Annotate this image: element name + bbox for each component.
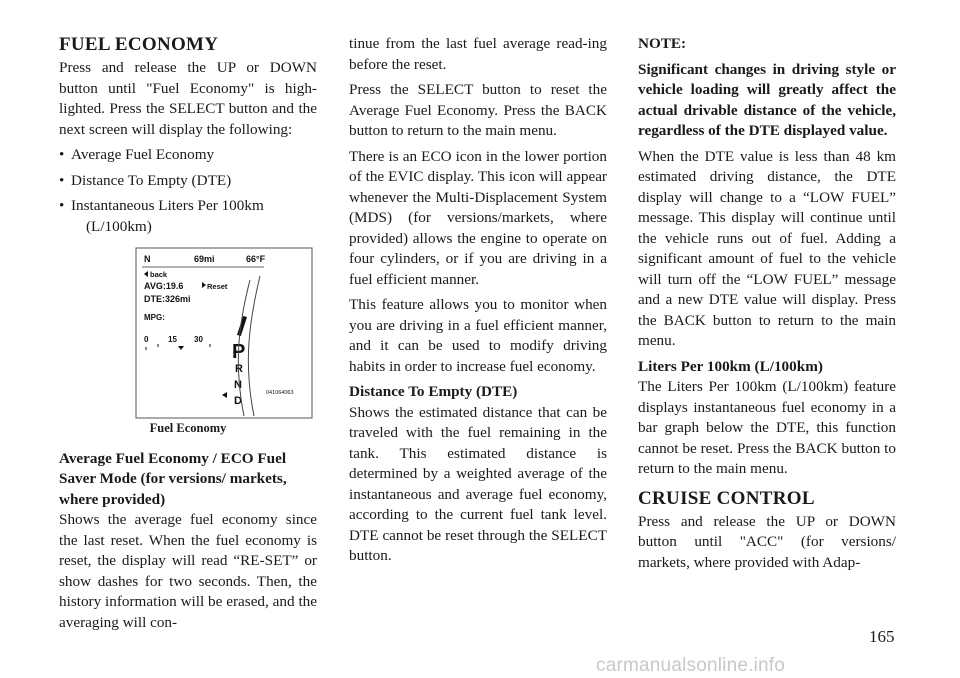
intro-paragraph: Press and release the UP or DOWN button until "Fuel Economy" is high-lighted. Press the SELECT button and the next screen will display the following:	[59, 59, 317, 138]
list-item-continuation: (L/100km)	[86, 217, 152, 235]
gear-p: P	[232, 341, 246, 363]
gear-d: D	[234, 395, 242, 407]
figure-caption: Fuel Economy	[149, 421, 227, 435]
scale-tick-label: 15	[168, 335, 177, 344]
display-items-list	[59, 145, 317, 237]
cruise-control-text: Press and release the UP or DOWN button until "ACC" (for versions/ markets, where provided with Adap-	[638, 512, 896, 571]
paragraph: When the DTE value is less than 48 km estimated driving distance, the DTE display will change to a “LOW FUEL” message. This display will continue until the vehicle runs out of fuel. Adding a significant amount of fuel to the vehicle will turn off the “LOW FUEL” message and a new DTE value will display. Press the BACK button to return to the main menu.	[638, 147, 896, 349]
liters-per-100km-text: The Liters Per 100km (L/100km) feature displays instantaneous fuel economy in a bar graph below the DTE, this function cannot be reset. Press the BACK button to return to the main menu.	[638, 378, 896, 477]
back-label: back	[150, 270, 168, 279]
gear-r: R	[235, 363, 243, 375]
note-label: NOTE:	[638, 35, 687, 52]
column-right	[638, 34, 896, 578]
scale-tick-label: 0	[144, 335, 149, 344]
odometer-readout: 69mi	[194, 254, 215, 264]
figure-code: 041064063	[266, 390, 294, 396]
subheading-liters-per-100km: Liters Per 100km (L/100km)	[638, 357, 823, 375]
section-heading-fuel-economy: FUEL ECONOMY	[59, 34, 219, 55]
fuel-economy-figure	[134, 246, 314, 420]
gear-n: N	[234, 379, 242, 391]
paragraph: Press the SELECT button to reset the Average Fuel Economy. Press the BACK button to return to the main menu.	[349, 81, 607, 139]
evic-display-illustration	[134, 246, 314, 420]
list-item-text: Instantaneous Liters Per 100km	[71, 197, 264, 214]
paragraph: There is an ECO icon in the lower portion of the EVIC display. This icon will appear whenever the Multi-Displacement System (MDS) (for versions/markets, where provided) allows the engine to operate on four cylinders, or if you are driving in a fuel efficient manner.	[349, 147, 607, 288]
page-number: 165	[869, 627, 895, 646]
paragraph: This feature allows you to monitor when you are driving in a fuel efficient manner, and it can be used to modify driving habits in order to increase fuel economy.	[349, 296, 607, 375]
column-middle	[349, 34, 607, 572]
list-item: • Distance To Empty (DTE)	[59, 171, 317, 192]
section-heading-cruise-control: CRUISE CONTROL	[638, 487, 815, 509]
scale-tick-label: 30	[194, 335, 203, 344]
average-fuel-economy-text: Shows the average fuel economy since the last reset. When the fuel economy is reset, the display will read “RE-SET” or show dashes for two seconds. Then, the history information will be erased, and the averaging will con-	[59, 511, 317, 631]
column-left	[59, 34, 317, 638]
watermark-text: carmanualsonline.info	[596, 655, 786, 676]
dte-readout: DTE:326mi	[144, 294, 191, 304]
heading-indicator: N	[144, 254, 151, 264]
note-text: Significant changes in driving style or vehicle loading will greatly affect the actual drivable distance of the vehicle, regardless of the DTE displayed value.	[638, 60, 896, 139]
subheading-average-fuel-economy: Average Fuel Economy / ECO Fuel Saver Mode (for versions/ markets, where provided)	[59, 449, 287, 508]
subheading-distance-to-empty: Distance To Empty (DTE)	[349, 383, 518, 400]
list-item	[59, 196, 317, 237]
distance-to-empty-text: Shows the estimated distance that can be traveled with the fuel remaining in the tank. This estimated distance is determined by a weighted average of the instantaneous and average fuel economy, according to the current fuel tank level. DTE cannot be reset through the SELECT button.	[349, 403, 607, 564]
list-item: • Average Fuel Economy	[59, 145, 317, 166]
reset-label: Reset	[207, 282, 228, 291]
paragraph: tinue from the last fuel average read-ing before the reset.	[349, 35, 607, 73]
average-readout: AVG:19.6	[144, 281, 184, 291]
mpg-label: MPG:	[144, 313, 165, 322]
temperature-readout: 66°F	[246, 254, 266, 264]
